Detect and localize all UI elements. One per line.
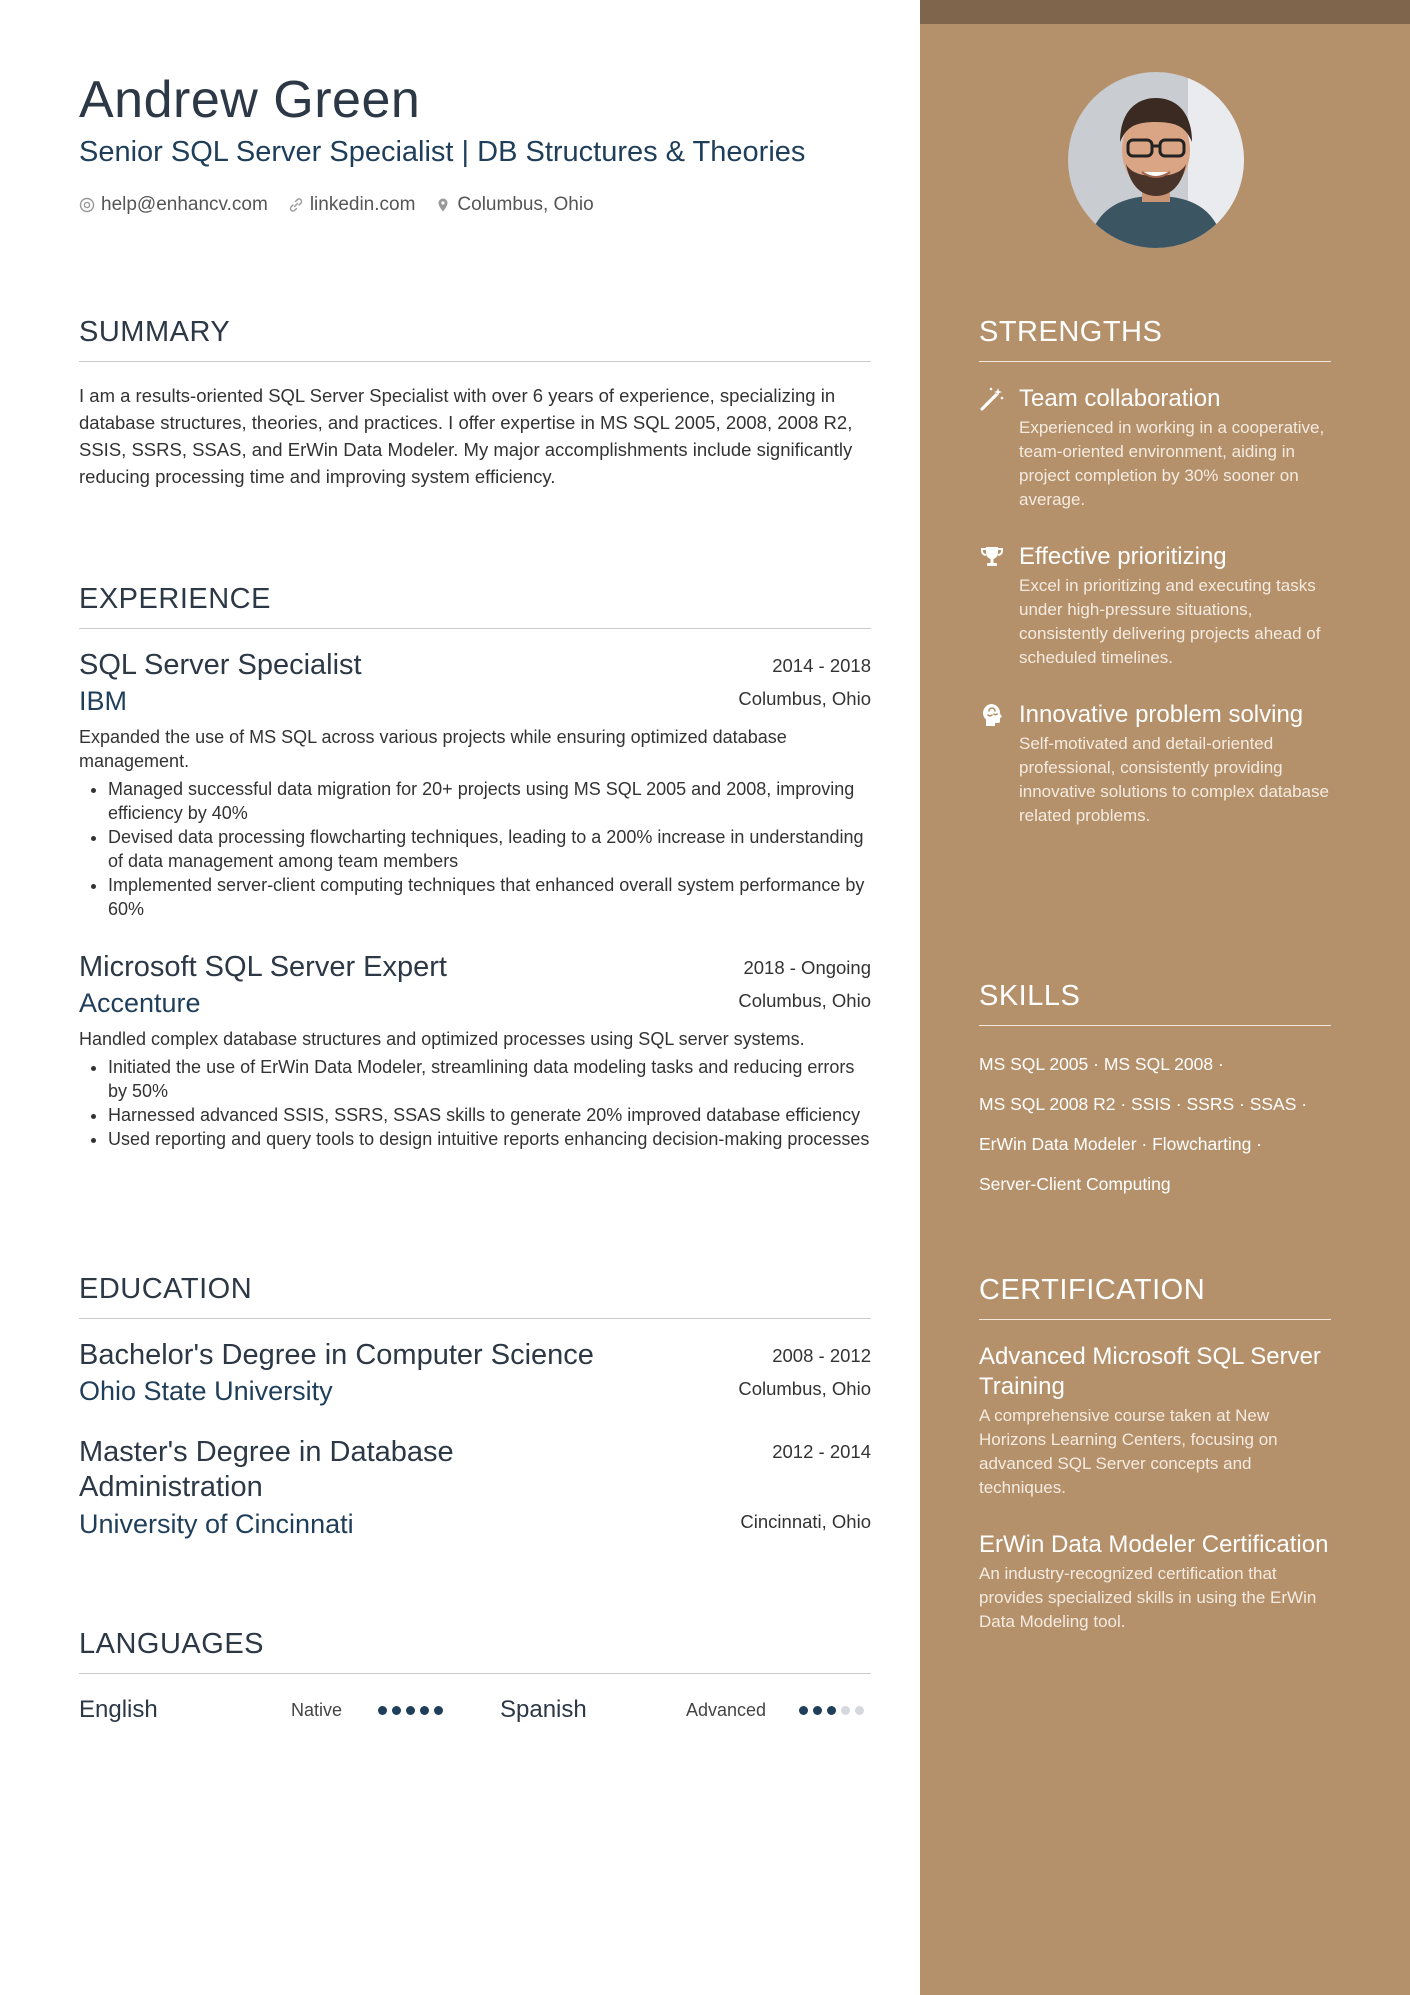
skills-line: Server-Client Computing — [979, 1174, 1171, 1194]
job-bullet: • Devised data processing flowcharting techniques, leading to a 200% increase in understanding of data management among team members — [108, 825, 871, 873]
experience-entry — [79, 951, 871, 1151]
job-bullets — [79, 777, 871, 921]
certification-item — [979, 1342, 1331, 1500]
job-bullet: • Harnessed advanced SSIS, SSRS, SSAS skills to generate 20% improved database efficiency — [108, 1103, 871, 1127]
strength-desc: Self-motivated and detail-oriented professional, consistently providing innovative solutions to complex database related problems. — [1019, 734, 1329, 825]
strength-item — [979, 384, 1331, 512]
languages-section — [79, 1628, 871, 1724]
rating-dot — [799, 1706, 808, 1715]
strength-item — [979, 700, 1331, 828]
brain-head-icon — [979, 700, 1019, 828]
rating-dot — [813, 1706, 822, 1715]
certification-desc: An industry-recognized certification that provides specialized skills in using the ErWin Data Modeling tool. — [979, 1564, 1317, 1631]
candidate-name: Andrew Green — [79, 71, 421, 129]
skills-line: MS SQL 2008 R2 · SSIS · SSRS · SSAS · — [979, 1094, 1308, 1114]
language-rating — [378, 1706, 500, 1715]
education-date: 2012 - 2014 — [772, 1441, 871, 1462]
strength-title: Innovative problem solving — [1019, 701, 1304, 728]
strengths-section — [979, 316, 1331, 828]
job-role: SQL Server Specialist — [79, 649, 362, 681]
experience-heading: EXPERIENCE — [79, 583, 871, 629]
job-description: Handled complex database structures and optimized processes using SQL server systems. — [79, 1029, 805, 1049]
certification-title: ErWin Data Modeler Certification — [979, 1531, 1329, 1558]
job-company: IBM — [79, 686, 128, 716]
skills-heading: SKILLS — [979, 980, 1331, 1026]
experience-section — [79, 583, 871, 1151]
contact-bar — [79, 194, 594, 216]
email-text: help@enhancv.com — [101, 194, 268, 215]
strengths-heading: STRENGTHS — [979, 316, 1331, 362]
avatar — [1068, 72, 1244, 248]
rating-dot — [855, 1706, 864, 1715]
certification-title: Advanced Microsoft SQL Server Training — [979, 1343, 1321, 1400]
education-entry — [79, 1339, 871, 1407]
link-icon — [288, 197, 304, 213]
certification-item — [979, 1530, 1331, 1634]
certification-heading: CERTIFICATION — [979, 1274, 1331, 1320]
languages-row — [79, 1696, 871, 1724]
strength-desc: Excel in prioritizing and executing tasks under high-pressure situations, consistently delivering projects ahead of scheduled timelines. — [1019, 576, 1321, 667]
magic-wand-icon — [979, 384, 1019, 512]
location-text: Columbus, Ohio — [457, 194, 594, 215]
language-level: Native — [291, 1699, 343, 1720]
job-location: Columbus, Ohio — [738, 688, 871, 709]
summary-section — [79, 316, 871, 490]
degree: Bachelor's Degree in Computer Science — [79, 1339, 594, 1371]
summary-text: I am a results-oriented SQL Server Specialist with over 6 years of experience, specializing in database structures, theories, and practices. I offer expertise in MS SQL 2005, 2008, 2008 R2, SSIS, SSRS, SSAS, and ErWin Data Modeler. My major accomplishments include significantly reducing processing time and improving system efficiency. — [79, 385, 853, 487]
contact-email[interactable] — [79, 194, 268, 216]
school: University of Cincinnati — [79, 1509, 354, 1539]
certification-section — [979, 1274, 1331, 1634]
trophy-icon — [979, 542, 1019, 670]
education-entry — [79, 1435, 871, 1540]
language-rating — [799, 1706, 864, 1715]
strength-desc: Experienced in working in a cooperative, team-oriented environment, aiding in project completion by 30% sooner on average. — [1019, 418, 1325, 509]
rating-dot — [406, 1706, 415, 1715]
skills-line: MS SQL 2005 · MS SQL 2008 · — [979, 1054, 1224, 1074]
rating-dot — [434, 1706, 443, 1715]
certification-desc: A comprehensive course taken at New Horizons Learning Centers, focusing on advanced SQL Server concepts and techniques. — [979, 1406, 1278, 1497]
job-bullet: • Implemented server-client computing techniques that enhanced overall system performance by 60% — [108, 873, 871, 921]
contact-link[interactable] — [288, 194, 416, 216]
rating-dot — [378, 1706, 387, 1715]
rating-dot — [392, 1706, 401, 1715]
education-location: Cincinnati, Ohio — [740, 1511, 871, 1532]
job-date: 2018 - Ongoing — [743, 957, 871, 978]
language-level: Advanced — [686, 1699, 767, 1720]
education-section — [79, 1273, 871, 1540]
rating-dot — [841, 1706, 850, 1715]
location-pin-icon — [435, 197, 451, 213]
job-bullet: • Used reporting and query tools to design intuitive reports enhancing decision-making processes — [108, 1127, 871, 1151]
strength-title: Team collaboration — [1019, 385, 1221, 412]
strength-title: Effective prioritizing — [1019, 543, 1227, 570]
skills-list — [979, 1044, 1331, 1204]
resume-sidebar — [920, 0, 1410, 1995]
rating-dot — [827, 1706, 836, 1715]
job-date: 2014 - 2018 — [772, 655, 871, 676]
summary-heading: SUMMARY — [79, 316, 871, 362]
profile-photo-icon — [1068, 72, 1244, 248]
job-company: Accenture — [79, 988, 201, 1018]
language-name: English — [79, 1696, 158, 1723]
candidate-title: Senior SQL Server Specialist | DB Structures & Theories — [79, 136, 806, 168]
education-heading: EDUCATION — [79, 1273, 871, 1319]
strength-item — [979, 542, 1331, 670]
language-name: Spanish — [500, 1696, 587, 1723]
education-location: Columbus, Ohio — [738, 1378, 871, 1399]
job-description: Expanded the use of MS SQL across various projects while ensuring optimized database management. — [79, 727, 787, 771]
rating-dot — [420, 1706, 429, 1715]
link-text: linkedin.com — [309, 194, 416, 215]
sidebar-top-band — [920, 0, 1410, 24]
experience-entry — [79, 649, 871, 921]
education-date: 2008 - 2012 — [772, 1345, 871, 1366]
languages-heading: LANGUAGES — [79, 1628, 871, 1674]
skills-section — [979, 980, 1331, 1204]
at-icon — [79, 197, 95, 213]
job-location: Columbus, Ohio — [738, 990, 871, 1011]
job-bullets — [79, 1055, 871, 1151]
job-bullet: • Initiated the use of ErWin Data Modeler, streamlining data modeling tasks and reducing errors by 50% — [108, 1055, 871, 1103]
contact-location — [435, 194, 593, 216]
job-bullet: • Managed successful data migration for 20+ projects using MS SQL 2005 and 2008, improving efficiency by 40% — [108, 777, 871, 825]
degree: Master's Degree in Database Administration — [79, 1436, 454, 1503]
job-role: Microsoft SQL Server Expert — [79, 951, 447, 983]
skills-line: ErWin Data Modeler · Flowcharting · — [979, 1134, 1262, 1154]
school: Ohio State University — [79, 1376, 333, 1406]
